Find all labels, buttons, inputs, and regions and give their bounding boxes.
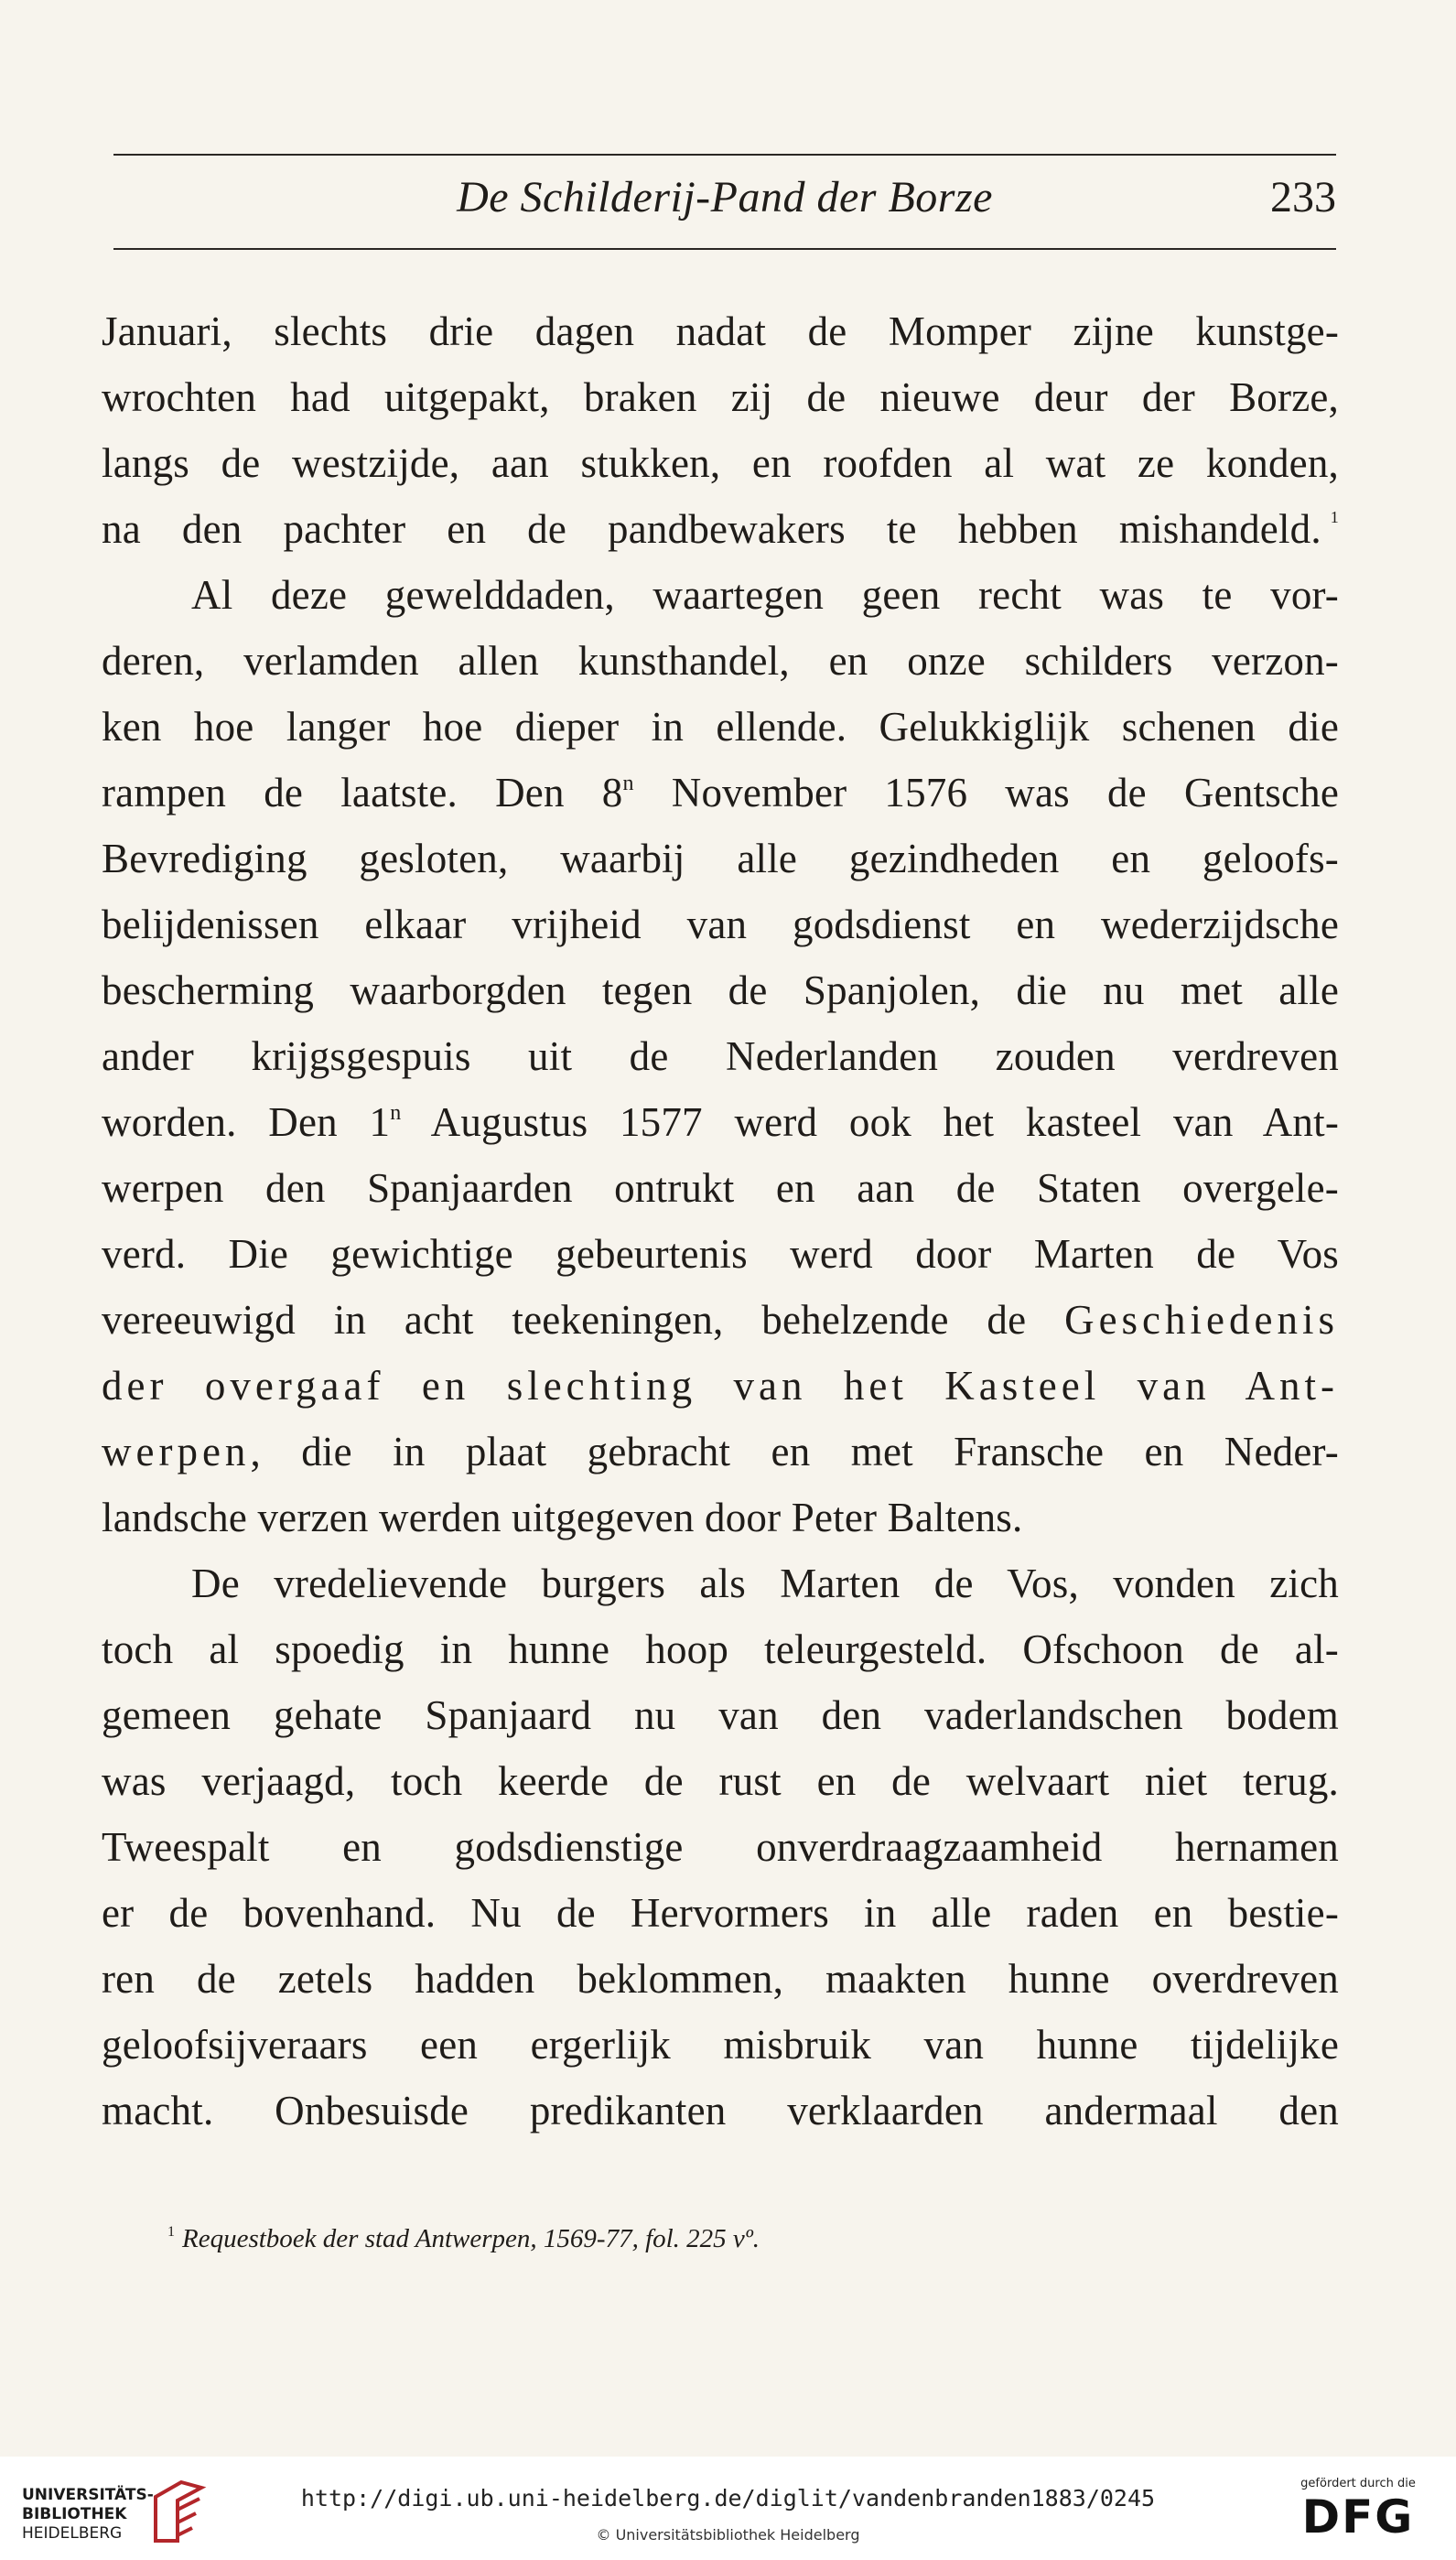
- text-line: [102, 1419, 1339, 1485]
- text-line: ander krijgsgespuis uit de Nederlanden zouden verdreven: [102, 1033, 1339, 1079]
- text-line: [102, 760, 1339, 826]
- text-line: Bevrediging gesloten, waarbij alle gezindheden en geloofs-: [102, 836, 1339, 881]
- text-line: der overgaaf en slechting van het Kasteel van Ant-: [102, 1363, 1339, 1409]
- text-line: was verjaagd, toch keerde de rust en de welvaart niet terug.: [102, 1758, 1339, 1804]
- text-line: ren de zetels hadden beklommen, maakten hunne overdreven: [102, 1956, 1339, 2002]
- library-footer-bar: [0, 2457, 1456, 2560]
- text-line: verd. Die gewichtige gebeurtenis werd door Marten de Vos: [102, 1231, 1339, 1277]
- copyright-notice: © Universitätsbibliothek Heidelberg: [596, 2526, 860, 2544]
- text-line: [102, 496, 1339, 562]
- text-line: deren, verlamden allen kunsthandel, en onze schilders verzon-: [102, 638, 1339, 684]
- page-number: 233: [1270, 173, 1336, 221]
- text-line: ken hoe langer hoe dieper in ellende. Gelukkiglijk schenen die: [102, 704, 1339, 750]
- text-line: wrochten had uitgepakt, braken zij de nieuwe deur der Borze,: [102, 374, 1339, 420]
- text-segment: worden. Den 1: [102, 1099, 391, 1145]
- text-line: geloofsijveraars een ergerlijk misbruik van hunne tijdelijke: [102, 2022, 1339, 2068]
- text-segment: na den pachter en de pandbewakers te hebben mishandeld.: [102, 506, 1321, 552]
- library-name-line: UNIVERSITÄTS-: [22, 2486, 154, 2504]
- text-line: gemeen gehate Spanjaard nu van den vaderlandschen bodem: [102, 1692, 1339, 1738]
- text-segment: rampen de laatste. Den 8: [102, 770, 623, 816]
- text-line: landsche verzen werden uitgegeven door Peter Baltens.: [102, 1495, 1023, 1540]
- body-text: [102, 298, 1339, 2144]
- source-url[interactable]: http://digi.ub.uni-heidelberg.de/diglit/vandenbranden1883/0245: [300, 2485, 1156, 2511]
- text-line: [102, 1089, 1339, 1155]
- header-rule-top: [113, 154, 1336, 156]
- text-segment: November 1576 was de Gentsche: [633, 770, 1339, 816]
- header-rule-bottom: [113, 248, 1336, 250]
- superscript: n: [622, 772, 634, 795]
- dfg-logo: DFG: [1301, 2490, 1415, 2544]
- superscript: n: [390, 1101, 402, 1125]
- text-line: Al deze gewelddaden, waartegen geen recht was te vor-: [191, 572, 1339, 618]
- text-segment: Augustus 1577 werd ook het kasteel van Ant-: [401, 1099, 1340, 1145]
- library-name-line: BIBLIOTHEK: [22, 2505, 127, 2523]
- text-line: macht. Onbesuisde predikanten verklaarden andermaal den: [102, 2088, 1339, 2133]
- footnote-mark: 1: [167, 2224, 175, 2240]
- spaced-title: Geschiedenis: [1064, 1297, 1339, 1343]
- text-line: Tweespalt en godsdienstige onverdraagzaamheid hernamen: [102, 1824, 1339, 1870]
- text-line: [102, 1287, 1339, 1353]
- text-line: toch al spoedig in hunne hoop teleurgesteld. Ofschoon de al-: [102, 1626, 1339, 1672]
- funder-block: [1294, 2477, 1422, 2543]
- text-segment: vereeuwigd in acht teekeningen, behelzende de: [102, 1297, 1065, 1343]
- text-line: De vredelievende burgers als Marten de Vos, vonden zich: [191, 1561, 1339, 1606]
- text-line: bescherming waarborgden tegen de Spanjolen, die nu met alle: [102, 967, 1339, 1013]
- funder-label: gefördert durch die: [1300, 2477, 1416, 2490]
- text-line: langs de westzijde, aan stukken, en roofden al wat ze konden,: [102, 440, 1339, 486]
- footnote: [167, 2214, 760, 2257]
- text-segment: , die in plaat gebracht en met Fransche en Neder-: [250, 1429, 1339, 1474]
- footnote-text: Requestboek der stad Antwerpen, 1569-77, fol. 225 vº.: [182, 2224, 760, 2253]
- library-name-line: HEIDELBERG: [22, 2524, 123, 2543]
- text-line: er de bovenhand. Nu de Hervormers in alle raden en bestie-: [102, 1890, 1339, 1936]
- spaced-title: werpen: [102, 1429, 251, 1474]
- text-line: werpen den Spanjaarden ontrukt en aan de Staten overgele-: [102, 1165, 1339, 1211]
- footnote-reference: 1: [1330, 508, 1339, 526]
- running-title: De Schilderij-Pand der Borze: [457, 173, 993, 221]
- running-head: [113, 167, 1336, 232]
- text-line: Januari, slechts drie dagen nadat de Momper zijne kunstge-: [102, 308, 1339, 354]
- text-line: belijdenissen elkaar vrijheid van godsdienst en wederzijdsche: [102, 902, 1339, 947]
